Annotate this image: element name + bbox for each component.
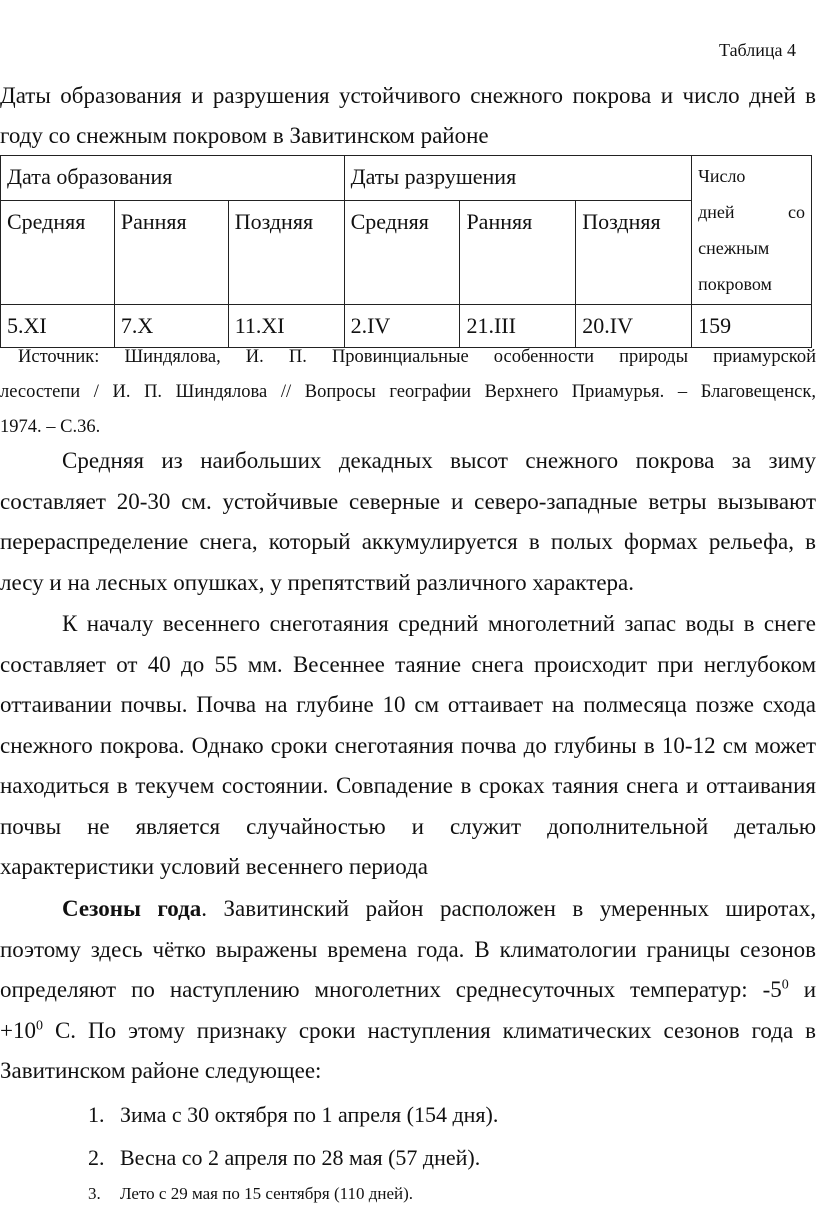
value-cell: 11.XI — [228, 305, 344, 348]
header-snow-days-line: покровом — [698, 274, 772, 294]
value-cell: 2.IV — [344, 305, 460, 348]
value-cell: 159 — [692, 305, 812, 348]
paragraph-line: поэтому здесь чётко выражены времена года. В климатологии границы сезонов — [0, 936, 816, 962]
header-formation-date: Дата образования — [1, 156, 345, 201]
paragraph-snow-height — [0, 441, 816, 603]
header-snow-days-line: снежным — [698, 238, 770, 258]
source-note — [0, 340, 816, 445]
paragraph-line: К началу весеннего снеготаяния средний многолетний запас воды в снеге — [62, 611, 816, 636]
table-number-label: Таблица 4 — [719, 40, 796, 60]
table-caption — [0, 76, 816, 156]
paragraph-line: определяют по наступлению многолетних среднесуточных температур: $-5^0$ и — [0, 977, 816, 1002]
subheader-early: Ранняя — [460, 200, 576, 304]
paragraph-line: почвы не является случайностью и служит дополнительной деталью — [0, 813, 816, 839]
header-snow-days-line: дней со — [698, 202, 805, 222]
paragraph-line: находиться в текучем состоянии. Совпадение в сроках таяния снега и оттаивания — [0, 773, 816, 798]
list-item: 2. Весна со 2 апреля по 28 мая (57 дней). — [88, 1145, 481, 1170]
caption-line: Даты образования и разрушения устойчивого снежного покрова и число дней в — [0, 83, 816, 108]
paragraph-snowmelt — [0, 604, 816, 888]
subheader-late: Поздняя — [576, 200, 692, 304]
paragraph-line: составляет от 40 до 55 мм. Весеннее таяние снега происходит при неглубоком — [0, 651, 816, 677]
caption-line: году со снежным покровом в Завитинском районе — [0, 123, 489, 148]
paragraph-line: снежного покрова. Однако сроки снеготаяния почва до глубины в 10-12 см может — [0, 732, 816, 758]
source-line: лесостепи / И. П. Шиндялова // Вопросы географии Верхнего Приамурья. – Благовещенск, — [0, 382, 816, 402]
value-cell: 21.III — [460, 305, 576, 348]
value-cell: 20.IV — [576, 305, 692, 348]
subheader-average: Средняя — [1, 200, 115, 304]
value-cell: 5.XI — [1, 305, 115, 348]
list-item: 3. Лето с 29 мая по 15 сентября (110 дней). — [88, 1184, 414, 1203]
snow-cover-table — [0, 155, 812, 348]
subheader-early: Ранняя — [114, 200, 228, 304]
subheader-average: Средняя — [344, 200, 460, 304]
subheader-late: Поздняя — [228, 200, 344, 304]
paragraph-line: лесу и на лесных опушках, у препятствий различного характера. — [0, 569, 635, 595]
value-cell: 7.X — [114, 305, 228, 348]
paragraph-line: перераспределение снега, который аккумулируется в полых формах рельефа, в — [0, 529, 816, 554]
header-snow-days-line: Число — [698, 166, 746, 186]
paragraph-line: характеристики условий весеннего периода — [0, 854, 428, 879]
paragraph-line: $+10^0$ С. По этому признаку сроки наступления климатических сезонов года в — [0, 1017, 816, 1043]
paragraph-line: оттаивании почвы. Почва на глубине 10 см оттаивает на полмесяца позже схода — [0, 692, 816, 717]
source-line: 1974. – С.36. — [0, 417, 101, 437]
header-destruction-dates: Даты разрушения — [344, 156, 692, 201]
source-line: Источник: Шиндялова, И. П. Провинциальные особенности природы приамурской — [18, 347, 816, 367]
paragraph-line: Завитинском районе следующее: — [0, 1058, 322, 1083]
header-snow-days — [692, 156, 812, 305]
paragraph-line: составляет 20-30 см. устойчивые северные и северо-западные ветры вызывают — [0, 488, 816, 514]
paragraph-line: Средняя из наибольших декадных высот снежного покрова за зиму — [62, 448, 816, 473]
paragraph-seasons — [0, 889, 816, 1092]
list-item: 1. Зима с 30 октября по 1 апреля (154 дня). — [88, 1102, 499, 1127]
paragraph-line: Сезоны года. Завитинский район расположен в умеренных широтах, — [62, 896, 816, 921]
seasons-heading: Сезоны года — [62, 896, 202, 921]
